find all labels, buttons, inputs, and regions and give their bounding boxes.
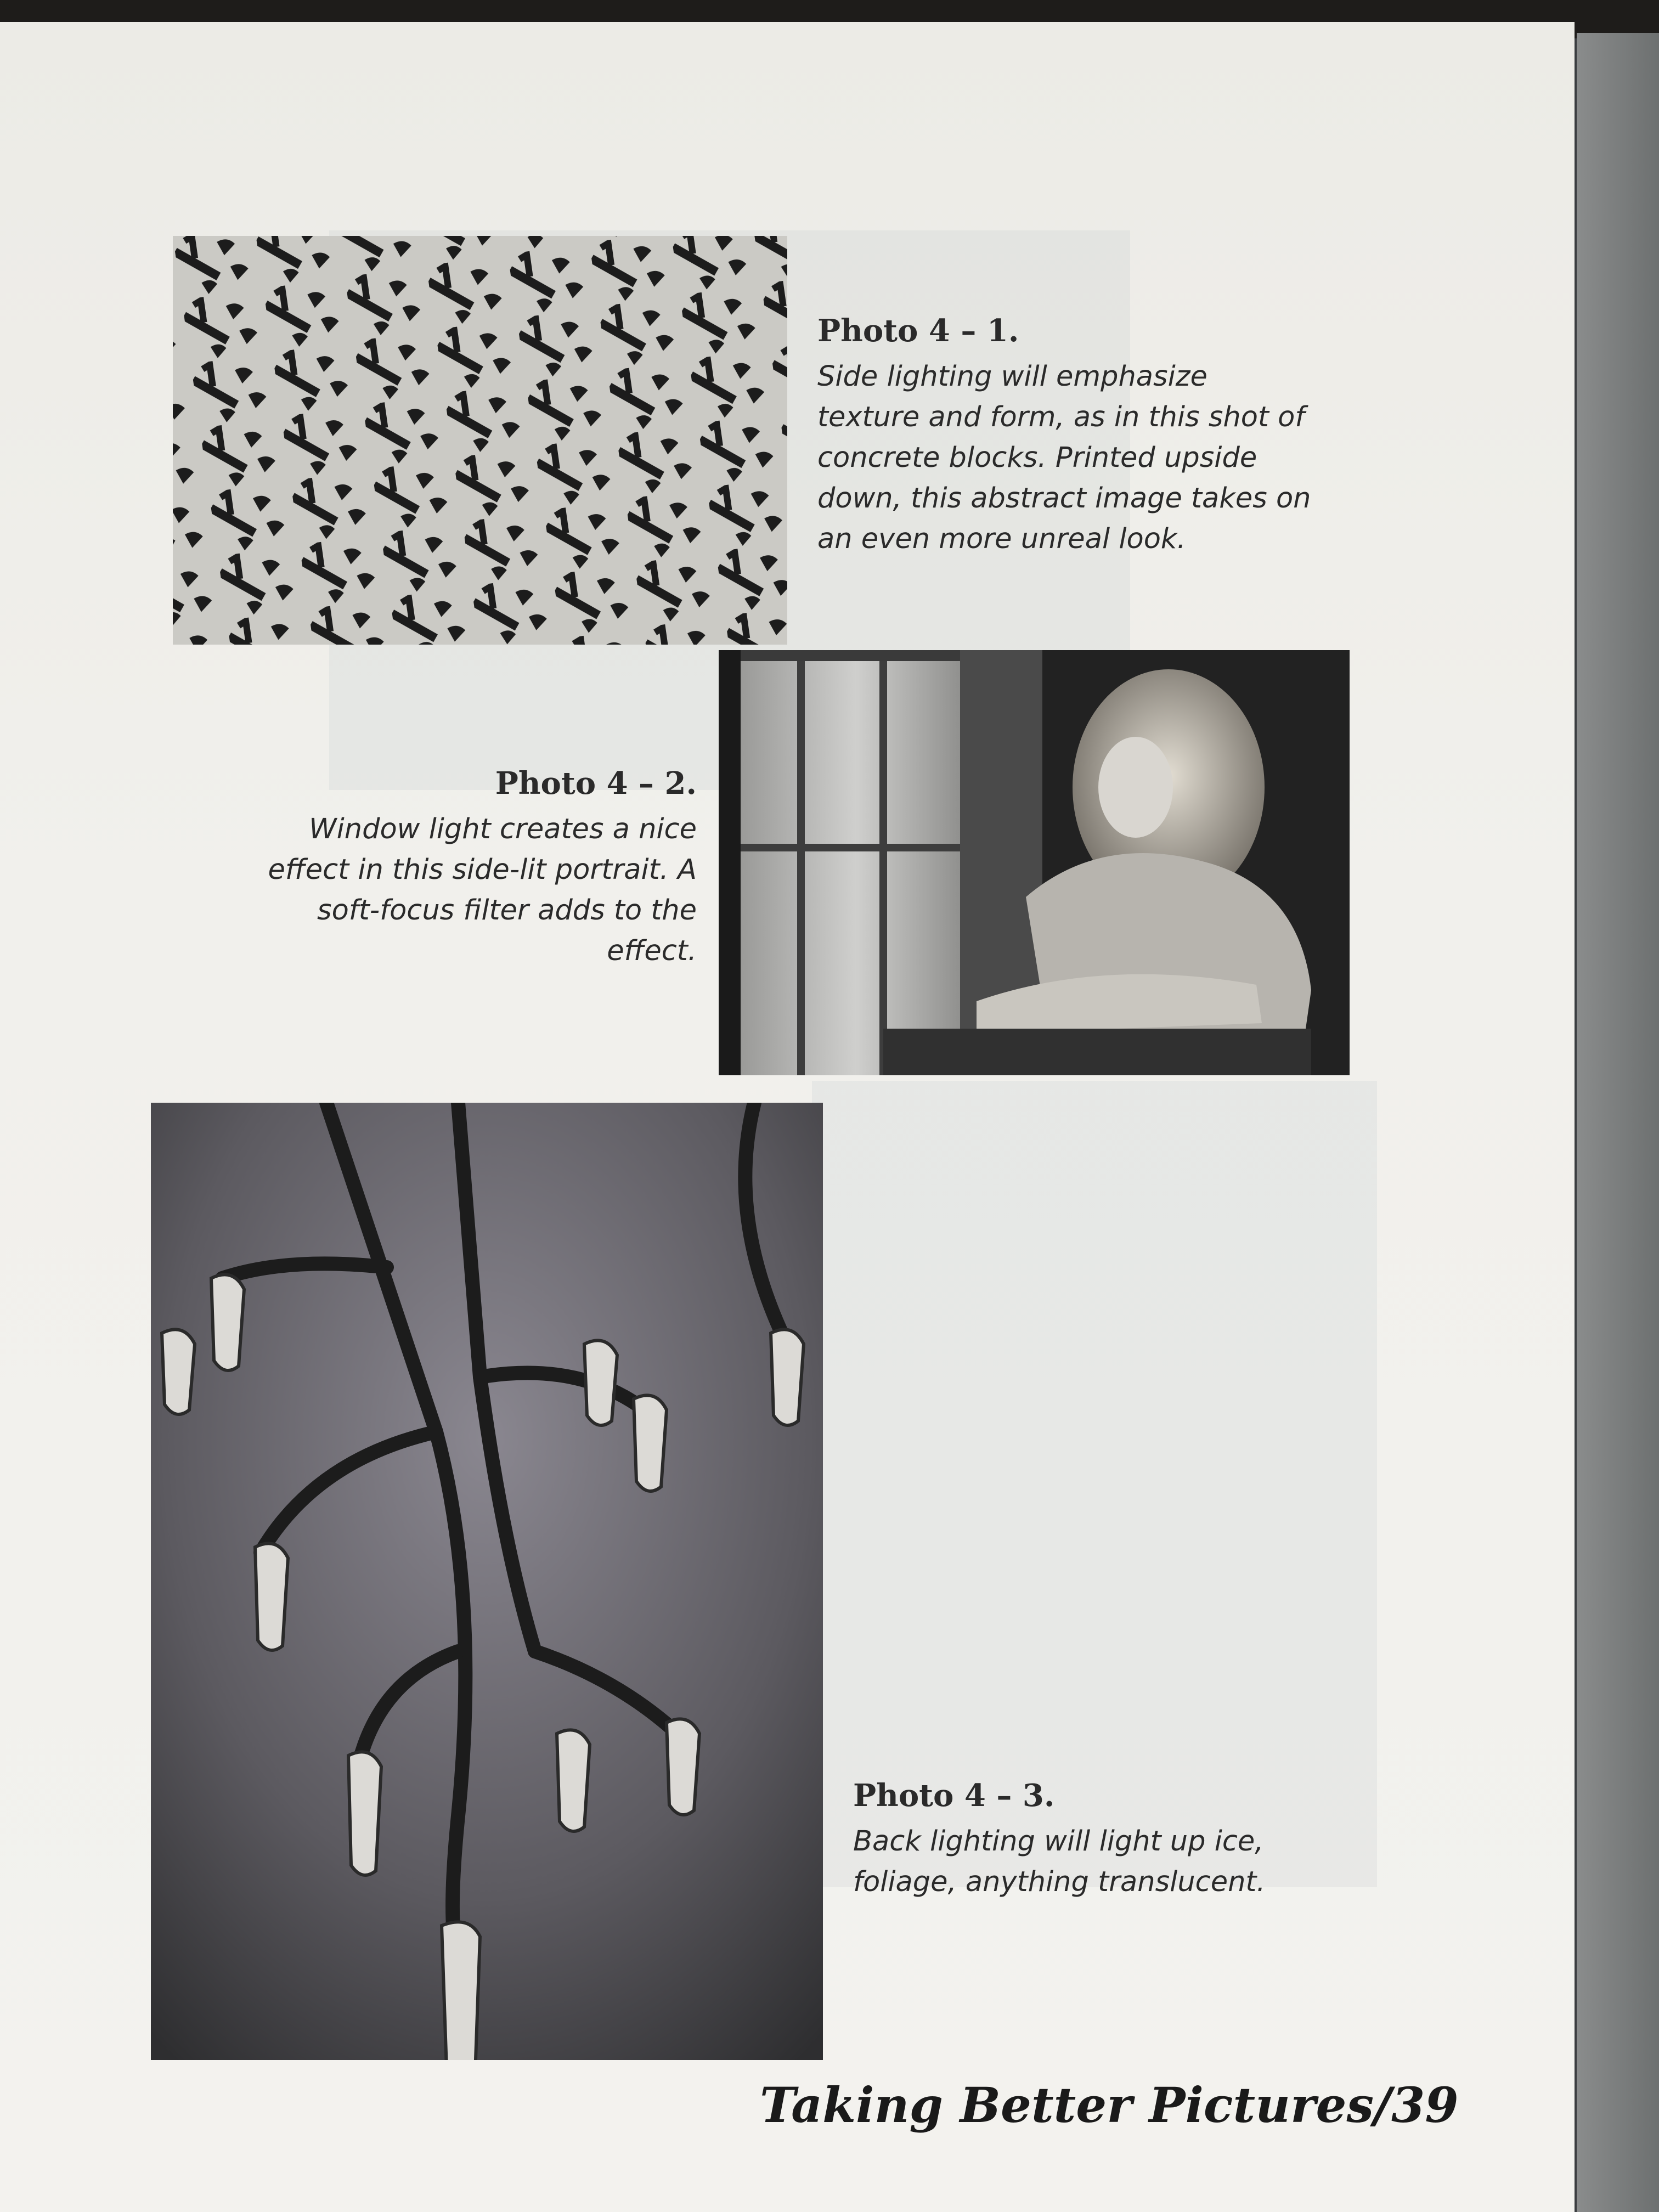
caption-text: Back lighting will light up ice, foliage, anything translucent. — [853, 1825, 1266, 1898]
running-head-page-number: Taking Better Pictures/39 — [760, 2076, 1459, 2134]
caption-title: Photo 4 – 1. — [817, 313, 1019, 349]
caption-photo-4-2 — [241, 765, 697, 972]
caption-photo-4-3 — [853, 1778, 1347, 1903]
caption-title: Photo 4 – 2. — [495, 765, 697, 802]
caption-photo-4-1 — [817, 313, 1311, 560]
caption-text: Window light creates a nice effect in this side-lit portrait. A soft-focus filter adds to the effect. — [268, 813, 697, 967]
desk-shadow-right — [1577, 33, 1659, 2212]
photo-window-portrait — [719, 650, 1350, 1075]
show-through — [812, 1081, 1377, 1887]
caption-title: Photo 4 – 3. — [853, 1778, 1055, 1814]
caption-text: Side lighting will emphasize texture and form, as in this shot of concrete blocks. Printed upside down, this abstract image takes on an even more unreal look. — [817, 360, 1311, 555]
photo-concrete-blocks — [173, 236, 787, 645]
photo-iced-branches — [151, 1103, 823, 2060]
